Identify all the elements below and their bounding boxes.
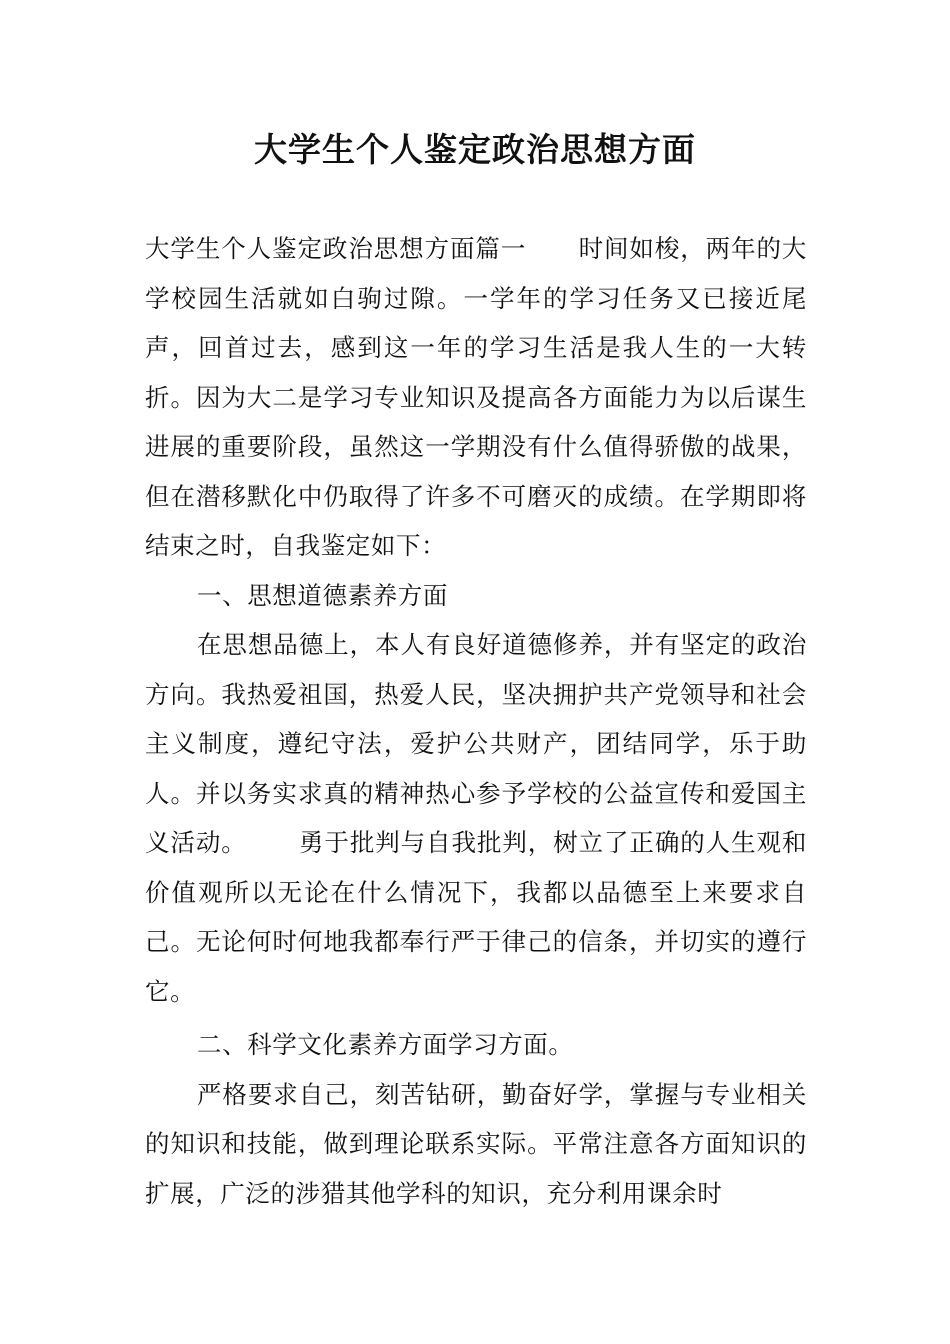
document-body bbox=[145, 224, 807, 1218]
section2-paragraph: 严格要求自己，刻苦钻研，勤奋好学，掌握与专业相关的知识和技能，做到理论联系实际。平常注意各方面知识的扩展，广泛的涉猎其他学科的知识，充分利用课余时 bbox=[145, 1079, 807, 1208]
section1-heading: 一、思想道德素养方面 bbox=[197, 580, 448, 610]
section1-paragraph bbox=[145, 620, 807, 1016]
section1-text-b: 勇于批判与自我批判，树立了正确的人生观和价值观所以无论在什么情况下，我都以品德至上来要求自己。无论何时何地我都奉行严于律己的信条，并切实的遵行它。 bbox=[145, 828, 807, 1006]
intro-text: 时间如梭，两年的大学校园生活就如白驹过隙。一学年的学习任务又已接近尾声，回首过去，感到这一年的学习生活是我人生的一大转折。因为大二是学习专业知识及提高各方面能力为以后谋生进展的重要阶段，虽然这一学期没有什么值得骄傲的战果，但在潜移默化中仍取得了许多不可磨灭的成绩。在学期即将结束之时，自我鉴定如下： bbox=[145, 234, 807, 560]
document-title: 大学生个人鉴定政治思想方面 bbox=[254, 130, 696, 169]
section1-text-a: 在思想品德上，本人有良好道德修养，并有坚定的政治方向。我热爱祖国，热爱人民，坚决拥护共产党领导和社会主义制度，遵纪守法，爱护公共财产，团结同学，乐于助人。并以务实求真的精神热心参予学校的公益宣传和爱国主义活动。 bbox=[145, 630, 807, 857]
section2-heading: 二、科学文化素养方面学习方面。 bbox=[197, 1030, 574, 1059]
intro-heading: 大学生个人鉴定政治思想方面篇一 bbox=[145, 234, 527, 263]
intro-paragraph bbox=[145, 224, 807, 571]
